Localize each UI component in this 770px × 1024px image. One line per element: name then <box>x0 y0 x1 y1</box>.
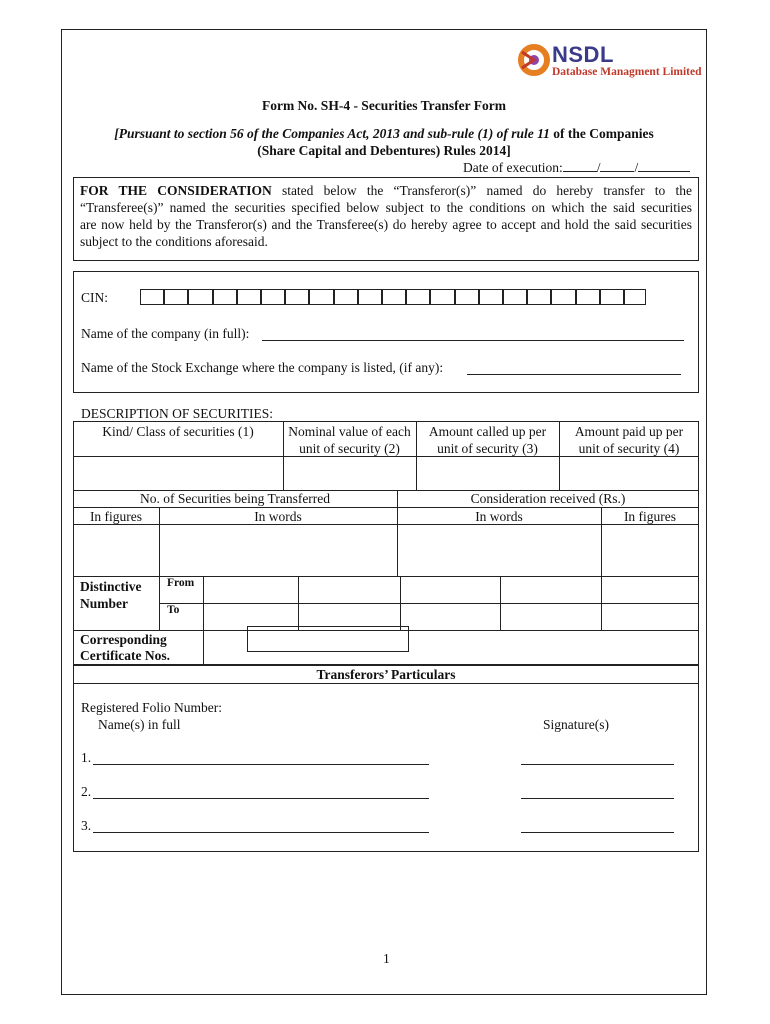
company-name-field[interactable] <box>262 340 684 341</box>
col-nominal-value <box>283 423 416 457</box>
consideration-line-1 <box>80 182 692 199</box>
consideration-lead: FOR THE CONSIDERATION <box>80 183 272 198</box>
to-label: To <box>167 604 180 616</box>
names-label: Name(s) in full <box>98 717 181 732</box>
cin-char-box[interactable] <box>576 289 600 305</box>
distinctive-divider-2 <box>203 576 204 665</box>
cin-label: CIN: <box>81 290 108 305</box>
company-name-label: Name of the company (in full): <box>81 326 250 341</box>
col-nominal-value-l1: Nominal value of each <box>288 424 411 439</box>
cin-char-box[interactable] <box>479 289 503 305</box>
row-1-label: 1. <box>81 750 92 765</box>
consideration-line1-text: stated below the “Transferor(s)” named do hereby transfer to the <box>281 183 692 198</box>
signature-3-field[interactable] <box>521 832 674 833</box>
consideration-line-2: “Transferee(s)” named the securities specified below subject to the conditions on which the said securities <box>80 200 692 215</box>
cin-char-box[interactable] <box>503 289 527 305</box>
transferors-heading: Transferors’ Particulars <box>316 667 456 682</box>
col-amount-called-l2: unit of security (3) <box>437 441 538 456</box>
col-amount-paid <box>559 423 699 457</box>
consideration-box <box>73 177 699 261</box>
cin-char-box[interactable] <box>261 289 285 305</box>
name-3-field[interactable] <box>93 832 429 833</box>
cin-char-box[interactable] <box>382 289 406 305</box>
cin-char-box[interactable] <box>430 289 454 305</box>
col-nominal-value-l2: unit of security (2) <box>299 441 400 456</box>
col-amount-called <box>416 423 559 457</box>
cin-char-box[interactable] <box>164 289 188 305</box>
transfer-rule-4 <box>159 603 699 604</box>
from-label: From <box>167 577 195 589</box>
name-2-field[interactable] <box>93 798 429 799</box>
date-month-field[interactable] <box>600 171 634 172</box>
stock-exchange-label: Name of the Stock Exchange where the company is listed, (if any): <box>81 360 444 375</box>
col-amount-paid-l2: unit of security (4) <box>578 441 680 456</box>
no-securities-header: No. of Securities being Transferred <box>139 491 331 506</box>
input-kind-class[interactable] <box>74 457 282 490</box>
corresponding-l2: Certificate Nos. <box>80 648 170 663</box>
input-securities-figures[interactable] <box>74 525 158 575</box>
nsdl-logo <box>518 42 708 84</box>
logo-subtitle: Database Managment Limited <box>552 66 702 78</box>
consideration-text <box>80 182 692 250</box>
consideration-line-3: are now held by the Transferor(s) and the Transferee(s) do hereby agree to accept and hold the said securities <box>80 217 692 232</box>
corresponding-l1: Corresponding <box>80 632 167 647</box>
input-nominal-value[interactable] <box>284 457 415 490</box>
distinctive-col-2 <box>400 576 401 630</box>
cin-char-box[interactable] <box>527 289 551 305</box>
form-subtitle-line2: (Share Capital and Debentures) Rules 2014] <box>257 143 511 158</box>
col-kind-class: Kind/ Class of securities (1) <box>102 424 254 439</box>
col-amount-paid-l1: Amount paid up per <box>574 424 684 439</box>
cin-char-box[interactable] <box>455 289 479 305</box>
cin-char-box[interactable] <box>309 289 333 305</box>
distinctive-number-label <box>80 578 142 612</box>
securities-heading: DESCRIPTION OF SECURITIES: <box>81 406 274 421</box>
in-figures-header-2: In figures <box>623 509 677 524</box>
logo-name: NSDL <box>552 42 614 67</box>
in-words-header-2: In words <box>475 509 523 524</box>
input-consideration-figures[interactable] <box>602 525 698 575</box>
distinctive-col-4 <box>601 576 602 630</box>
cin-char-box[interactable] <box>188 289 212 305</box>
date-year-field[interactable] <box>638 171 690 172</box>
subtitle-italic: [Pursuant to section 56 of the Companies Act, 2013 and sub-rule (1) of rule 11 <box>114 126 550 141</box>
input-amount-paid[interactable] <box>560 457 698 490</box>
corresponding-cert-label <box>80 632 170 664</box>
distinctive-l2: Number <box>80 596 128 611</box>
signatures-label: Signature(s) <box>543 717 609 732</box>
stock-exchange-field[interactable] <box>467 374 681 375</box>
certificate-number-box[interactable] <box>247 626 409 652</box>
distinctive-col-3 <box>500 576 501 630</box>
date-day-field[interactable] <box>563 171 597 172</box>
col-amount-called-l1: Amount called up per <box>428 424 547 439</box>
consideration-line-4: subject to the conditions aforesaid. <box>80 234 268 249</box>
in-figures-header: In figures <box>89 509 143 524</box>
cin-char-box[interactable] <box>334 289 358 305</box>
input-consideration-words[interactable] <box>398 525 600 575</box>
date-sep-2: / <box>634 160 639 175</box>
transferors-rule <box>73 683 699 684</box>
cin-char-box[interactable] <box>600 289 624 305</box>
cin-char-box[interactable] <box>358 289 382 305</box>
input-securities-words[interactable] <box>160 525 396 575</box>
cin-char-box[interactable] <box>237 289 261 305</box>
signature-2-field[interactable] <box>521 798 674 799</box>
page-number: 1 <box>383 951 390 966</box>
nsdl-logo-icon <box>518 42 552 78</box>
signature-1-field[interactable] <box>521 764 674 765</box>
distinctive-l1: Distinctive <box>80 579 142 594</box>
date-of-execution <box>463 160 690 176</box>
cin-char-box[interactable] <box>285 289 309 305</box>
cin-char-box[interactable] <box>213 289 237 305</box>
in-words-header: In words <box>254 509 302 524</box>
distinctive-col-1 <box>298 576 299 630</box>
input-amount-called[interactable] <box>417 457 558 490</box>
distinctive-divider <box>159 576 160 630</box>
transferors-box <box>73 665 699 852</box>
row-2-label: 2. <box>81 784 92 799</box>
cin-char-box[interactable] <box>406 289 430 305</box>
subtitle-plain: of the Companies <box>553 126 654 141</box>
name-1-field[interactable] <box>93 764 429 765</box>
form-title: Form No. SH-4 - Securities Transfer Form <box>261 98 507 113</box>
folio-label: Registered Folio Number: <box>81 700 222 715</box>
consideration-header: Consideration received (Rs.) <box>470 491 626 506</box>
cin-char-box[interactable] <box>551 289 575 305</box>
date-label: Date of execution: <box>463 160 563 175</box>
row-3-label: 3. <box>81 818 92 833</box>
cin-char-box[interactable] <box>140 289 164 305</box>
cin-char-box[interactable] <box>624 289 646 305</box>
date-sep-1: / <box>596 160 601 175</box>
form-subtitle <box>61 126 707 142</box>
